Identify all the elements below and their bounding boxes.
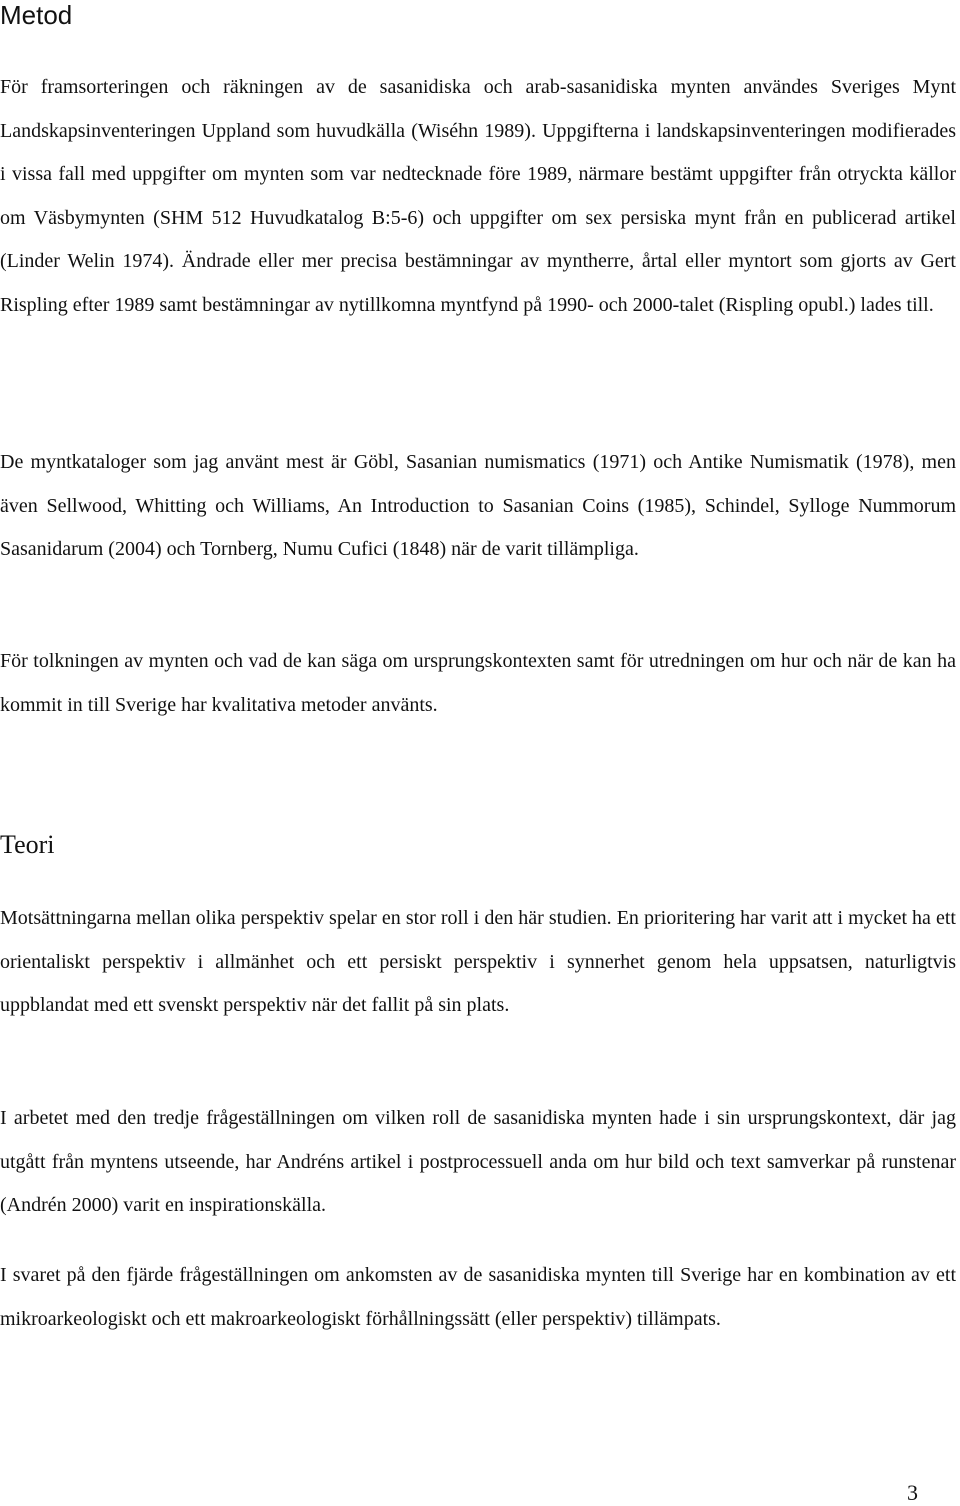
paragraph-metod-catalogs: De myntkataloger som jag använt mest är Göbl, Sasanian numismatics (1971) och Antike Numismatik (1978), men även Sellwood, Whitting och Williams, An Introduction to Sasanian Coins (1985), Schindel, Sylloge Nummorum Sasanidarum (2004) och Tornberg, Numu Cufici (1848) när de varit tillämpliga. [0, 451, 956, 561]
paragraph-metod-sources: För framsorteringen och räkningen av de sasanidiska och arab-sasanidiska mynten användes Sveriges Mynt Landskapsinventeringen Uppland som huvudkälla (Wiséhn 1989). Uppgifterna i landskapsinventeringen modifierades i vissa fall med uppgifter om mynten som var nedtecknade före 1989, närmare bestämt uppgifter från otryckta källor om Väsbymynten (SHM 512 Huvudkatalog B:5-6) och uppgifter om sex persiska mynt från en publicerad artikel (Linder Welin 1974). Ändrade eller mer precisa bestämningar av myntherre, årtal eller myntort som gjorts av Gert Rispling efter 1989 samt bestämningar av nytillkomna myntfynd på 1990- och 2000-talet (Rispling opubl.) lades till. [0, 76, 956, 316]
paragraph-teori-fourth-question: I svaret på den fjärde frågeställningen om ankomsten av de sasanidiska mynten till Sverige har en kombination av ett mikroarkeologiskt och ett makroarkeologiskt förhållningssätt (eller perspektiv) tillämpats. [0, 1264, 956, 1330]
paragraph-teori-third-question: I arbetet med den tredje frågeställningen om vilken roll de sasanidiska mynten hade i sin ursprungskontext, där jag utgått från myntens utseende, har Andréns artikel i postprocessuell anda om hur bild och text samverkar på runstenar (Andrén 2000) varit en inspirationskälla. [0, 1107, 956, 1217]
page-number: 3 [907, 1480, 918, 1505]
section-heading-teori: Teori [0, 830, 55, 859]
section-heading-metod: Metod [0, 0, 73, 30]
paragraph-teori-perspectives: Motsättningarna mellan olika perspektiv spelar en stor roll i den här studien. En prioritering har varit att i mycket ha ett orientaliskt perspektiv i allmänhet och ett persiskt perspektiv i synnerhet genom hela uppsatsen, naturligtvis uppblandat med ett svenskt perspektiv när det fallit på sin plats. [0, 907, 956, 1017]
paragraph-metod-qualitative: För tolkningen av mynten och vad de kan säga om ursprungskontexten samt för utredningen om hur och när de kan ha kommit in till Sverige har kvalitativa metoder använts. [0, 650, 956, 716]
